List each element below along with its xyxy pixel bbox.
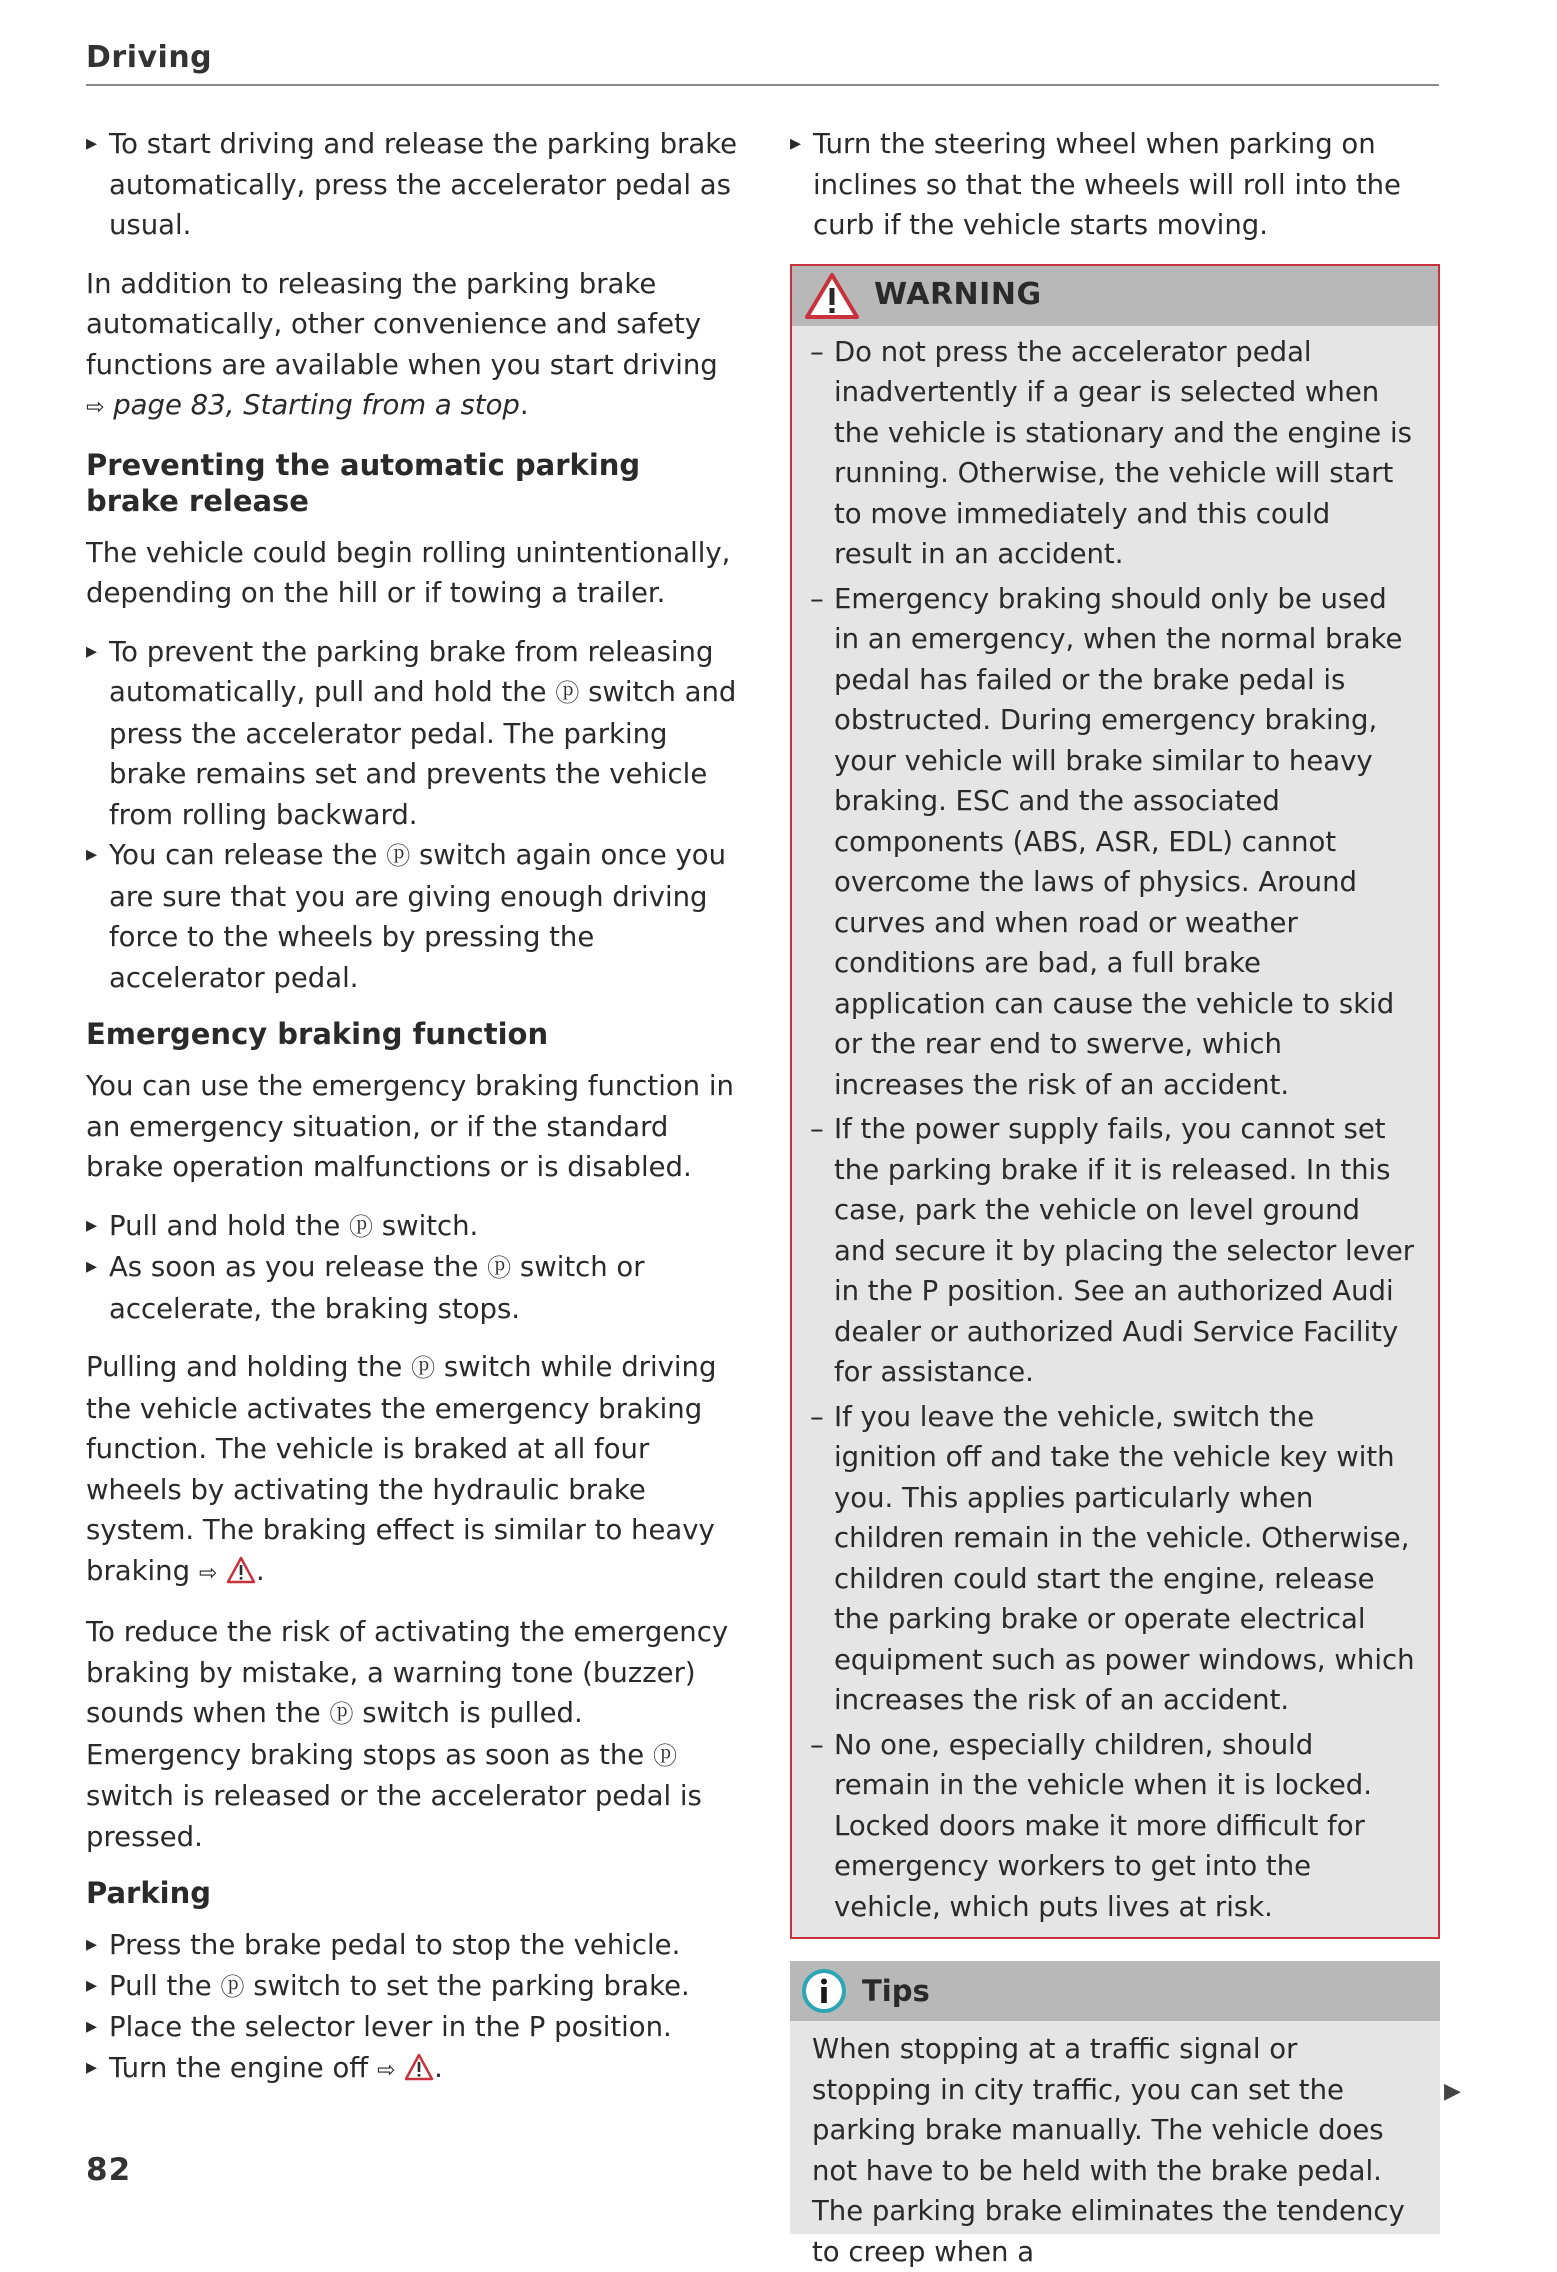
prevent-bullets — [86, 632, 738, 999]
list-item: ▸ To prevent the parking brake from releasing automatically, pull and hold the ⓟ switch and press the accelerator pedal. The parking brake remains set and prevents the vehicle from rolling backward. — [86, 632, 738, 836]
warning-box — [790, 264, 1440, 1940]
list-item: ▸ As soon as you release the ⓟ switch or accelerate, the braking stops. — [86, 1247, 738, 1329]
paragraph: Pulling and holding the ⓟ switch while driving the vehicle activates the emergency braking function. The vehicle is braked at all four wheels by activating the hydraulic brake system. The braking effect is similar to heavy braking ⇨ . — [86, 1351, 717, 1587]
parking-switch-icon: ⓟ — [555, 679, 580, 707]
parking-switch-icon: ⓟ — [220, 1972, 245, 2001]
list-item: ▸ Press the brake pedal to stop the vehicle. — [86, 1925, 738, 1966]
continue-arrow-icon: ▶ — [1444, 2079, 1461, 2104]
parking-switch-icon: ⓟ — [329, 1700, 354, 1728]
heading-prevent-release: Preventing the automatic parking brake release — [86, 447, 641, 518]
warning-item: – Do not press the accelerator pedal inadvertently if a gear is selected when the vehicle is stationary and the engine is running. Otherwise, the vehicle will start to move immediately and this could result in an accident. — [810, 332, 1416, 575]
paragraph: In addition to releasing the parking brake automatically, other convenience and safety functions are available when you start driving ⇨ page 83, Starting from a stop. — [86, 267, 718, 421]
page-header — [86, 38, 1439, 86]
paragraph: The vehicle could begin rolling unintentionally, depending on the hill or if towing a trailer. — [86, 536, 731, 609]
warning-title: WARNING — [874, 277, 1042, 313]
cross-reference-link[interactable]: page 83, Starting from a stop — [113, 389, 520, 421]
tips-body: When stopping at a traffic signal or stopping in city traffic, you can set the parking brake manually. The vehicle does not have to be held with the brake pedal. The parking brake eliminates the tendency to creep when a — [812, 2033, 1405, 2268]
paragraph: You can use the emergency braking function in an emergency situation, or if the standard brake operation malfunctions or is disabled. — [86, 1070, 734, 1183]
warning-triangle-icon — [226, 1556, 256, 1584]
warning-item: – If the power supply fails, you cannot set the parking brake if it is released. In this case, park the vehicle on level ground and secure it by placing the selector lever in the P position. See an authorized Audi dealer or authorized Audi Service Facility for assistance. — [810, 1109, 1416, 1393]
list-item: ▸ You can release the ⓟ switch again once you are sure that you are giving enough driving force to the wheels by pressing the accelerator pedal. — [86, 835, 738, 998]
warning-item: – No one, especially children, should remain in the vehicle when it is locked. Locked doors make it more difficult for emergency workers to get into the vehicle, which puts lives at risk. — [810, 1725, 1416, 1928]
warning-body — [792, 326, 1438, 1938]
warning-header — [792, 266, 1438, 326]
list-item: ▸ Turn the engine off ⇨ . — [86, 2048, 738, 2092]
parking-switch-icon: ⓟ — [386, 842, 411, 870]
heading-parking: Parking — [86, 1876, 211, 1910]
tips-box — [790, 1961, 1440, 2268]
incline-bullets — [790, 124, 1440, 246]
right-column — [790, 124, 1440, 2268]
tips-header — [790, 1961, 1440, 2021]
arrow-icon: ⇨ — [198, 1560, 218, 1586]
parking-bullets — [86, 1925, 738, 2091]
page-number: 82 — [86, 2152, 132, 2188]
warning-triangle-icon — [804, 272, 860, 320]
tips-title: Tips — [862, 1973, 930, 2008]
paragraph: To reduce the risk of activating the emergency braking by mistake, a warning tone (buzzer) sounds when the ⓟ switch is pulled. Emergency braking stops as soon as the ⓟ switch is released or the accelerator pedal is pressed. — [86, 1616, 729, 1853]
parking-switch-icon: ⓟ — [487, 1254, 512, 1282]
warning-item: – If you leave the vehicle, switch the ignition off and take the vehicle key with you. This applies particularly when children remain in the vehicle. Otherwise, children could start the engine, release the parking brake or operate electrical equipment such as power windows, which increases the risk of an accident. — [810, 1397, 1416, 1721]
arrow-icon: ⇨ — [376, 2057, 396, 2083]
parking-switch-icon: ⓟ — [411, 1354, 436, 1382]
parking-switch-icon: ⓟ — [349, 1212, 374, 1241]
intro-bullets — [86, 124, 738, 246]
arrow-icon: ⇨ — [86, 395, 105, 420]
warning-list — [810, 332, 1416, 1928]
info-icon — [800, 1967, 848, 2015]
list-item: ▸ Place the selector lever in the P position. — [86, 2007, 738, 2048]
warning-triangle-icon — [404, 2053, 434, 2081]
parking-switch-icon: ⓟ — [652, 1741, 677, 1770]
list-item: ▸ Pull the ⓟ switch to set the parking brake. — [86, 1966, 738, 2008]
list-item: ▸ Turn the steering wheel when parking on inclines so that the wheels will roll into the curb if the vehicle starts moving. — [790, 124, 1440, 246]
list-item: ▸ To start driving and release the parking brake automatically, press the accelerator pedal as usual. — [86, 124, 738, 246]
heading-emergency-braking: Emergency braking function — [86, 1017, 549, 1051]
list-item: ▸ Pull and hold the ⓟ switch. — [86, 1206, 738, 1248]
left-column — [86, 124, 738, 2109]
emergency-bullets — [86, 1206, 738, 1330]
warning-item: – Emergency braking should only be used in an emergency, when the normal brake pedal has failed or the brake pedal is obstructed. During emergency braking, your vehicle will brake similar to heavy braking. ESC and the associated components (ABS, ASR, EDL) cannot overcome the laws of physics. Around curves and when road or weather conditions are bad, a full brake application can cause the vehicle to skid or the rear end to swerve, which increases the risk of an accident. — [810, 579, 1416, 1106]
section-title: Driving — [86, 40, 213, 75]
